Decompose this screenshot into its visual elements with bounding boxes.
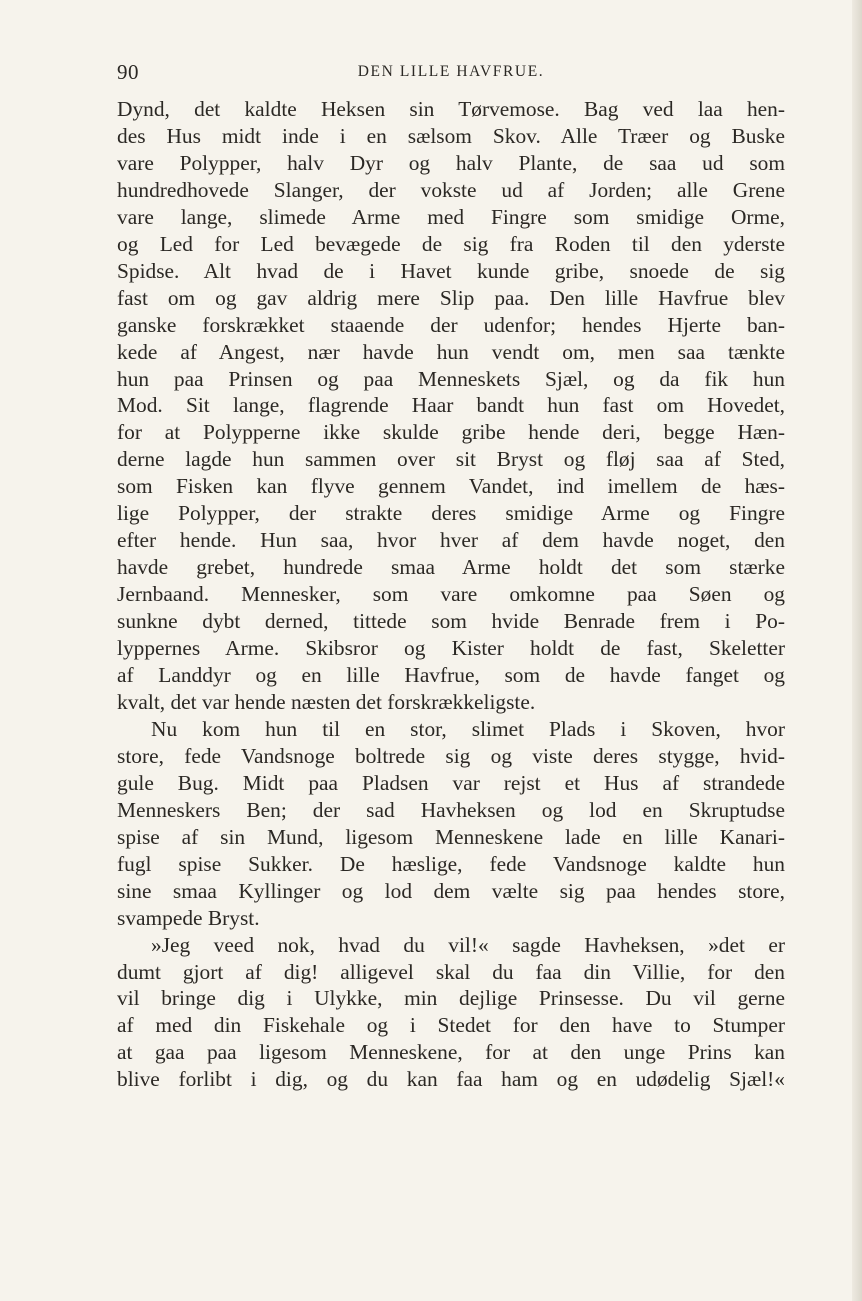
text-line: at gaa paa ligesom Menneskene, for at den unge Prins kan [117, 1040, 785, 1065]
text-line: hundredhovede Slanger, der vokste ud af Jorden; alle Grene [117, 177, 785, 202]
text-line: derne lagde hun sammen over sit Bryst og fløj saa af Sted, [117, 447, 785, 472]
text-line: vare lange, slimede Arme med Fingre som smidige Orme, [117, 204, 785, 229]
text-line: store, fede Vandsnoge boltrede sig og viste deres stygge, hvid- [117, 743, 785, 768]
page-edge-shadow [852, 0, 862, 1301]
text-line: efter hende. Hun saa, hvor hver af dem havde noget, den [117, 528, 785, 553]
text-line: sine smaa Kyllinger og lod dem vælte sig paa hendes store, [117, 878, 785, 903]
text-line: som Fisken kan flyve gennem Vandet, ind imellem de hæs- [117, 474, 785, 499]
text-line: fugl spise Sukker. De hæslige, fede Vandsnoge kaldte hun [117, 851, 785, 876]
text-line: spise af sin Mund, ligesom Menneskene lade en lille Kanari- [117, 824, 785, 849]
text-line: Mod. Sit lange, flagrende Haar bandt hun fast om Hovedet, [117, 393, 785, 418]
text-line: Spidse. Alt hvad de i Havet kunde gribe, snoede de sig [117, 258, 785, 283]
text-line: Jernbaand. Mennesker, som vare omkomne paa Søen og [117, 582, 785, 607]
text-line: Menneskers Ben; der sad Havheksen og lod en Skruptudse [117, 797, 785, 822]
running-title: DEN LILLE HAVFRUE. [357, 63, 545, 80]
text-line: des Hus midt inde i en sælsom Skov. Alle Træer og Buske [117, 123, 785, 148]
text-line: af med din Fiskehale og i Stedet for den have to Stumper [117, 1013, 785, 1038]
text-line: »Jeg veed nok, hvad du vil!« sagde Havheksen, »det er [151, 932, 785, 957]
text-line: af Landdyr og en lille Havfrue, som de havde fanget og [117, 663, 785, 688]
text-line: svampede Bryst. [117, 905, 260, 930]
text-line: for at Polypperne ikke skulde gribe hende deri, begge Hæn- [117, 420, 785, 445]
text-line: fast om og gav aldrig mere Slip paa. Den lille Havfrue blev [117, 285, 785, 310]
text-line: hun paa Prinsen og paa Menneskets Sjæl, og da fik hun [117, 366, 785, 391]
text-line: sunkne dybt derned, tittede som hvide Benrade frem i Po- [117, 609, 785, 634]
text-line: lyppernes Arme. Skibsror og Kister holdt de fast, Skeletter [117, 636, 785, 661]
text-line: lige Polypper, der strakte deres smidige Arme og Fingre [117, 501, 785, 526]
page-number: 90 [117, 60, 139, 84]
text-line: havde grebet, hundrede smaa Arme holdt det som stærke [117, 555, 785, 580]
body-text [117, 96, 785, 1093]
text-line: kvalt, det var hende næsten det forskrækkeligste. [117, 689, 536, 714]
text-line: blive forlibt i dig, og du kan faa ham og en udødelig Sjæl!« [117, 1067, 785, 1092]
text-line: kede af Angest, nær havde hun vendt om, men saa tænkte [117, 339, 785, 364]
text-line: og Led for Led bevægede de sig fra Roden til den yderste [117, 231, 785, 256]
page-header [117, 56, 785, 92]
text-line: Dynd, det kaldte Heksen sin Tørvemose. Bag ved laa hen- [117, 97, 785, 121]
text-line: vare Polypper, halv Dyr og halv Plante, de saa ud som [117, 150, 785, 175]
text-line: dumt gjort af dig! alligevel skal du faa din Villie, for den [117, 959, 785, 984]
text-line: vil bringe dig i Ulykke, min dejlige Prinsesse. Du vil gerne [117, 986, 785, 1011]
text-line: gule Bug. Midt paa Pladsen var rejst et Hus af strandede [117, 770, 785, 795]
text-line: Nu kom hun til en stor, slimet Plads i Skoven, hvor [151, 716, 785, 741]
text-line: ganske forskrækket staaende der udenfor; hendes Hjerte ban- [117, 312, 785, 337]
